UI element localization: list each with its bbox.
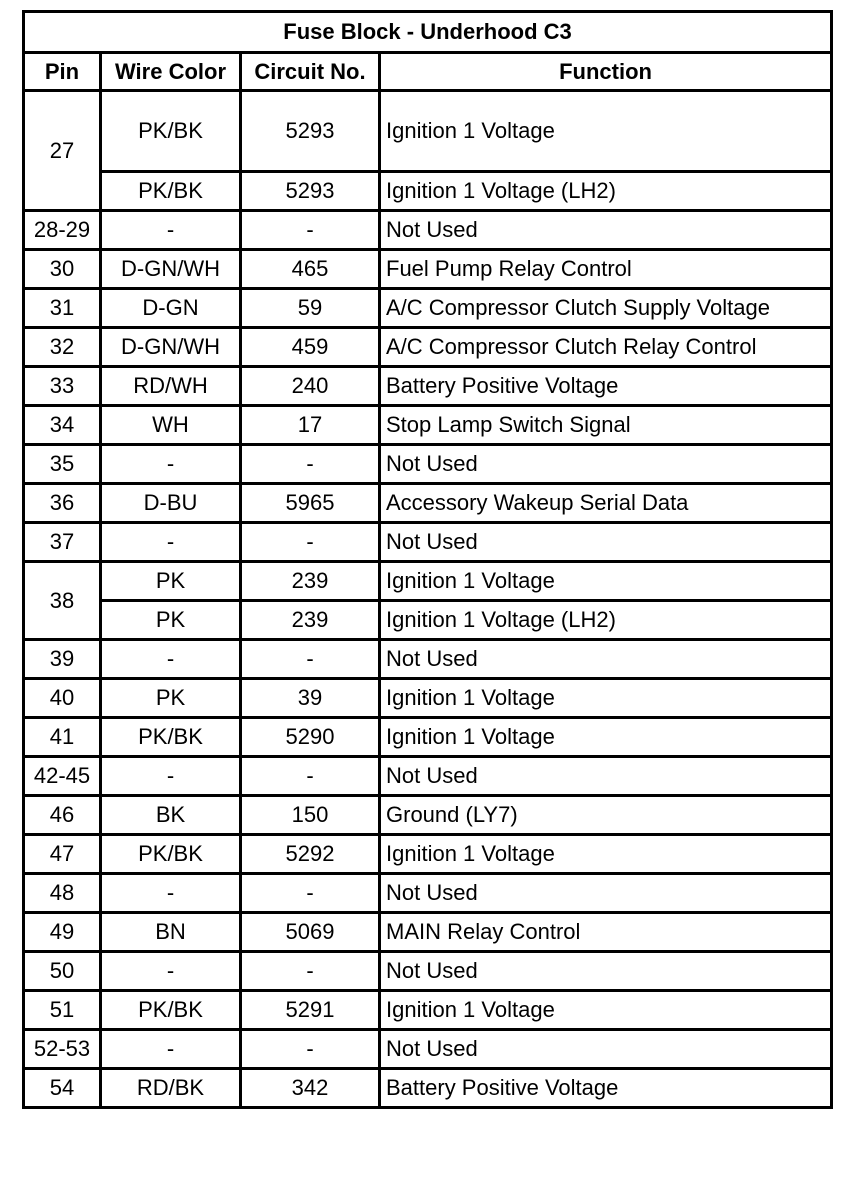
table-row bbox=[24, 601, 832, 640]
cell-wire-color: RD/BK bbox=[101, 1069, 241, 1108]
cell-wire-color: - bbox=[101, 1030, 241, 1069]
cell-circuit-no: - bbox=[241, 445, 380, 484]
table-row bbox=[24, 1030, 832, 1069]
header-row bbox=[24, 53, 832, 91]
cell-circuit-no: - bbox=[241, 640, 380, 679]
cell-circuit-no: 5965 bbox=[241, 484, 380, 523]
cell-wire-color: PK bbox=[101, 679, 241, 718]
table-row bbox=[24, 835, 832, 874]
table-row bbox=[24, 367, 832, 406]
header-function: Function bbox=[380, 53, 832, 91]
cell-function: Accessory Wakeup Serial Data bbox=[380, 484, 832, 523]
cell-circuit-no: 39 bbox=[241, 679, 380, 718]
cell-wire-color: PK bbox=[101, 601, 241, 640]
table-row bbox=[24, 913, 832, 952]
cell-function: A/C Compressor Clutch Supply Voltage bbox=[380, 289, 832, 328]
cell-pin: 42-45 bbox=[24, 757, 101, 796]
table-row bbox=[24, 796, 832, 835]
cell-pin: 32 bbox=[24, 328, 101, 367]
cell-wire-color: - bbox=[101, 757, 241, 796]
cell-wire-color: BN bbox=[101, 913, 241, 952]
table-row bbox=[24, 952, 832, 991]
cell-circuit-no: 17 bbox=[241, 406, 380, 445]
cell-wire-color: - bbox=[101, 211, 241, 250]
table-row bbox=[24, 484, 832, 523]
table-row bbox=[24, 991, 832, 1030]
cell-function: Not Used bbox=[380, 523, 832, 562]
table-title: Fuse Block - Underhood C3 bbox=[24, 12, 832, 53]
cell-function: Stop Lamp Switch Signal bbox=[380, 406, 832, 445]
cell-function: Battery Positive Voltage bbox=[380, 1069, 832, 1108]
cell-pin: 39 bbox=[24, 640, 101, 679]
table-row bbox=[24, 289, 832, 328]
cell-pin: 34 bbox=[24, 406, 101, 445]
table-body bbox=[24, 91, 832, 1108]
cell-function: Ignition 1 Voltage (LH2) bbox=[380, 601, 832, 640]
cell-function: Ignition 1 Voltage bbox=[380, 991, 832, 1030]
cell-wire-color: D-GN/WH bbox=[101, 250, 241, 289]
cell-wire-color: D-BU bbox=[101, 484, 241, 523]
cell-wire-color: - bbox=[101, 523, 241, 562]
cell-wire-color: D-GN bbox=[101, 289, 241, 328]
header-circuit-no: Circuit No. bbox=[241, 53, 380, 91]
cell-circuit-no: 5293 bbox=[241, 172, 380, 211]
cell-function: MAIN Relay Control bbox=[380, 913, 832, 952]
table-row bbox=[24, 562, 832, 601]
table-row bbox=[24, 523, 832, 562]
cell-pin: 48 bbox=[24, 874, 101, 913]
cell-wire-color: D-GN/WH bbox=[101, 328, 241, 367]
table-row bbox=[24, 172, 832, 211]
cell-pin: 49 bbox=[24, 913, 101, 952]
cell-function: Not Used bbox=[380, 211, 832, 250]
cell-function: Not Used bbox=[380, 640, 832, 679]
cell-pin: 33 bbox=[24, 367, 101, 406]
cell-wire-color: BK bbox=[101, 796, 241, 835]
cell-function: Ignition 1 Voltage bbox=[380, 835, 832, 874]
cell-wire-color: - bbox=[101, 874, 241, 913]
cell-circuit-no: - bbox=[241, 211, 380, 250]
cell-function: Ignition 1 Voltage (LH2) bbox=[380, 172, 832, 211]
cell-wire-color: - bbox=[101, 952, 241, 991]
cell-circuit-no: 59 bbox=[241, 289, 380, 328]
table-row bbox=[24, 211, 832, 250]
cell-function: Fuel Pump Relay Control bbox=[380, 250, 832, 289]
cell-pin: 37 bbox=[24, 523, 101, 562]
header-pin: Pin bbox=[24, 53, 101, 91]
cell-wire-color: PK bbox=[101, 562, 241, 601]
cell-pin: 46 bbox=[24, 796, 101, 835]
cell-function: Ignition 1 Voltage bbox=[380, 91, 832, 172]
cell-function: Ground (LY7) bbox=[380, 796, 832, 835]
cell-circuit-no: 5290 bbox=[241, 718, 380, 757]
cell-wire-color: PK/BK bbox=[101, 835, 241, 874]
cell-function: A/C Compressor Clutch Relay Control bbox=[380, 328, 832, 367]
cell-function: Not Used bbox=[380, 874, 832, 913]
table-row bbox=[24, 406, 832, 445]
cell-circuit-no: - bbox=[241, 757, 380, 796]
table-row bbox=[24, 91, 832, 172]
cell-circuit-no: 465 bbox=[241, 250, 380, 289]
cell-wire-color: - bbox=[101, 640, 241, 679]
cell-circuit-no: - bbox=[241, 874, 380, 913]
cell-wire-color: - bbox=[101, 445, 241, 484]
cell-pin: 36 bbox=[24, 484, 101, 523]
cell-circuit-no: 150 bbox=[241, 796, 380, 835]
cell-pin: 28-29 bbox=[24, 211, 101, 250]
cell-wire-color: PK/BK bbox=[101, 991, 241, 1030]
table-row bbox=[24, 1069, 832, 1108]
cell-circuit-no: 239 bbox=[241, 601, 380, 640]
cell-pin: 51 bbox=[24, 991, 101, 1030]
table-row bbox=[24, 328, 832, 367]
cell-function: Battery Positive Voltage bbox=[380, 367, 832, 406]
cell-wire-color: PK/BK bbox=[101, 91, 241, 172]
cell-function: Ignition 1 Voltage bbox=[380, 718, 832, 757]
cell-function: Not Used bbox=[380, 952, 832, 991]
cell-pin: 30 bbox=[24, 250, 101, 289]
cell-pin: 40 bbox=[24, 679, 101, 718]
cell-wire-color: PK/BK bbox=[101, 172, 241, 211]
cell-wire-color: PK/BK bbox=[101, 718, 241, 757]
cell-circuit-no: 5293 bbox=[241, 91, 380, 172]
cell-circuit-no: - bbox=[241, 1030, 380, 1069]
connector-table-wrapper bbox=[22, 10, 830, 1109]
cell-circuit-no: - bbox=[241, 523, 380, 562]
cell-pin: 27 bbox=[24, 91, 101, 211]
cell-circuit-no: 459 bbox=[241, 328, 380, 367]
table-row bbox=[24, 718, 832, 757]
cell-circuit-no: 5069 bbox=[241, 913, 380, 952]
cell-pin: 38 bbox=[24, 562, 101, 640]
cell-function: Ignition 1 Voltage bbox=[380, 562, 832, 601]
cell-function: Not Used bbox=[380, 757, 832, 796]
cell-wire-color: RD/WH bbox=[101, 367, 241, 406]
cell-circuit-no: 240 bbox=[241, 367, 380, 406]
connector-pinout-table bbox=[22, 10, 833, 1109]
cell-pin: 52-53 bbox=[24, 1030, 101, 1069]
cell-pin: 41 bbox=[24, 718, 101, 757]
table-row bbox=[24, 640, 832, 679]
cell-function: Ignition 1 Voltage bbox=[380, 679, 832, 718]
cell-circuit-no: 239 bbox=[241, 562, 380, 601]
cell-circuit-no: 5291 bbox=[241, 991, 380, 1030]
cell-pin: 31 bbox=[24, 289, 101, 328]
cell-function: Not Used bbox=[380, 1030, 832, 1069]
cell-wire-color: WH bbox=[101, 406, 241, 445]
table-row bbox=[24, 445, 832, 484]
cell-function: Not Used bbox=[380, 445, 832, 484]
cell-pin: 50 bbox=[24, 952, 101, 991]
cell-circuit-no: 5292 bbox=[241, 835, 380, 874]
cell-circuit-no: - bbox=[241, 952, 380, 991]
table-row bbox=[24, 757, 832, 796]
table-row bbox=[24, 679, 832, 718]
cell-pin: 54 bbox=[24, 1069, 101, 1108]
table-row bbox=[24, 250, 832, 289]
table-row bbox=[24, 874, 832, 913]
cell-circuit-no: 342 bbox=[241, 1069, 380, 1108]
cell-pin: 47 bbox=[24, 835, 101, 874]
cell-pin: 35 bbox=[24, 445, 101, 484]
header-wire-color: Wire Color bbox=[101, 53, 241, 91]
